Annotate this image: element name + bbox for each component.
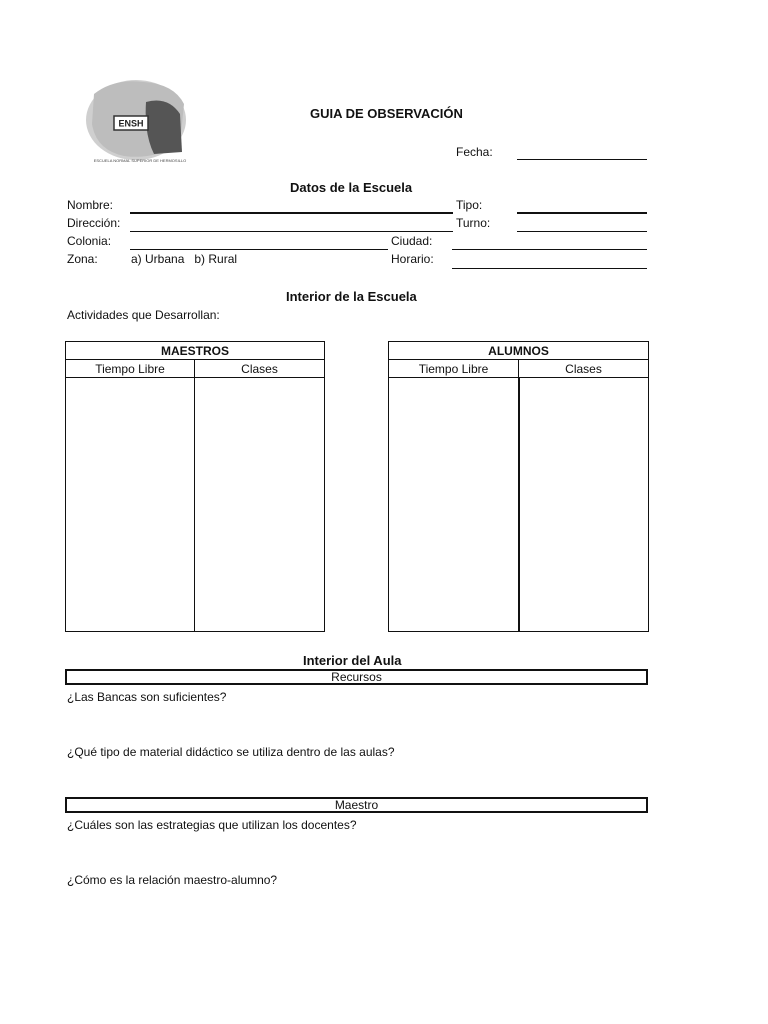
alumnos-clases-cell[interactable]: [519, 378, 649, 632]
datos-escuela-title: Datos de la Escuela: [290, 180, 413, 195]
direccion-label: Dirección:: [67, 216, 121, 230]
maestros-title: MAESTROS: [66, 342, 325, 360]
alumnos-title: ALUMNOS: [389, 342, 649, 360]
maestros-tiempo-libre-cell[interactable]: [66, 378, 195, 632]
interior-aula-title: Interior del Aula: [303, 653, 402, 668]
alumnos-tiempo-libre-cell[interactable]: [389, 378, 519, 632]
horario-line[interactable]: [452, 268, 647, 269]
ciudad-label: Ciudad:: [391, 234, 433, 248]
alumnos-col-tiempo-libre: Tiempo Libre: [389, 360, 519, 378]
direccion-line[interactable]: [130, 231, 453, 232]
ciudad-line[interactable]: [452, 249, 647, 250]
alumnos-col-clases: Clases: [519, 360, 649, 378]
zona-label: Zona:: [67, 252, 98, 266]
turno-label: Turno:: [456, 216, 491, 230]
logo-badge: ENSH: [118, 118, 144, 129]
actividades-label: Actividades que Desarrollan:: [67, 308, 220, 322]
question-relacion: ¿Cómo es la relación maestro-alumno?: [67, 873, 278, 887]
maestros-col-clases: Clases: [195, 360, 325, 378]
zona-options[interactable]: a) Urbana b) Rural: [131, 252, 238, 266]
maestros-table: [65, 341, 325, 632]
interior-escuela-title: Interior de la Escuela: [286, 289, 417, 304]
tipo-label: Tipo:: [456, 198, 483, 212]
page-title: GUIA DE OBSERVACIÓN: [310, 106, 463, 121]
question-estrategias: ¿Cuáles son las estrategias que utilizan los docentes?: [67, 818, 357, 832]
question-material-didactico: ¿Qué tipo de material didáctico se utiliza dentro de las aulas?: [67, 745, 395, 759]
fecha-label: Fecha:: [456, 145, 493, 159]
fecha-line[interactable]: [517, 159, 647, 160]
tipo-line[interactable]: [517, 212, 647, 214]
maestros-clases-cell[interactable]: [195, 378, 325, 632]
school-logo: [84, 74, 196, 166]
maestros-col-tiempo-libre: Tiempo Libre: [66, 360, 195, 378]
question-bancas: ¿Las Bancas son suficientes?: [67, 690, 227, 704]
recursos-bar: Recursos: [65, 669, 648, 685]
turno-line[interactable]: [517, 231, 647, 232]
horario-label: Horario:: [391, 252, 434, 266]
nombre-label: Nombre:: [67, 198, 114, 212]
colonia-line[interactable]: [130, 249, 388, 250]
maestro-bar: Maestro: [65, 797, 648, 813]
logo-caption: ESCUELA NORMAL SUPERIOR DE HERMOSILLO: [93, 158, 187, 163]
nombre-line[interactable]: [130, 212, 453, 214]
alumnos-table: [388, 341, 649, 632]
colonia-label: Colonia:: [67, 234, 112, 248]
